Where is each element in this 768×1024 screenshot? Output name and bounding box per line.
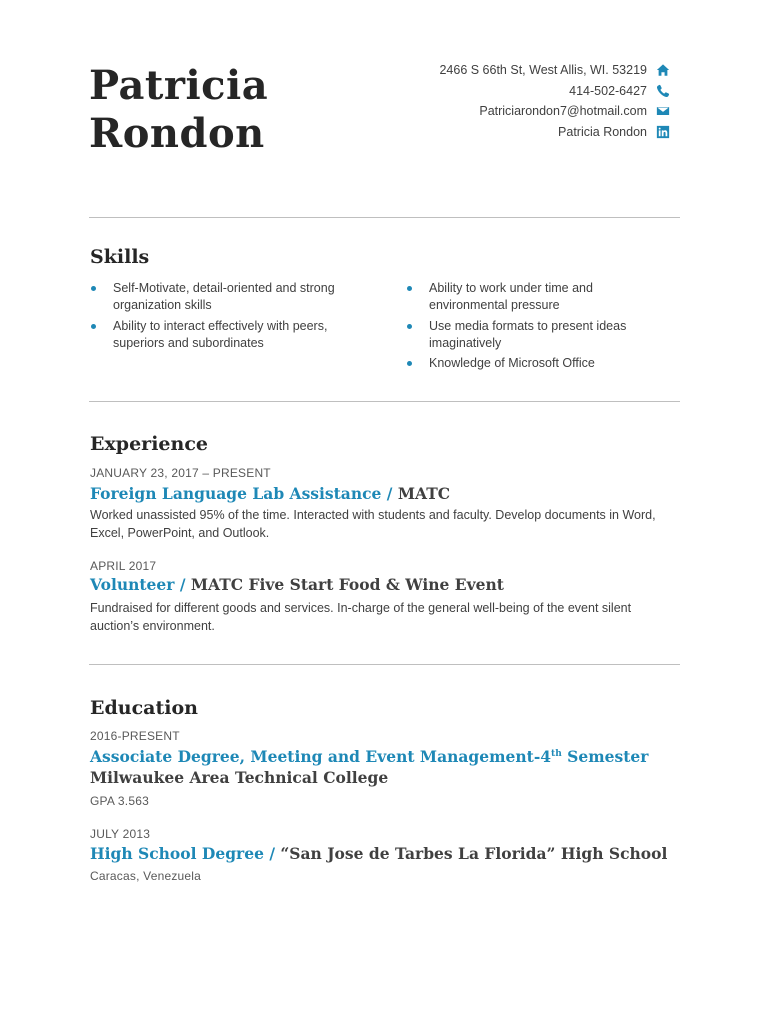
education-date: JULY 2013	[90, 827, 151, 841]
skill-item: Self-Motivate, detail-oriented and strong organization skills	[90, 280, 350, 314]
divider	[89, 401, 680, 402]
divider	[89, 217, 680, 218]
job-title	[90, 575, 504, 594]
degree-name: High School Degree /	[90, 844, 281, 863]
job-title	[90, 484, 450, 503]
skill-item: Ability to work under time and environmental pressure	[406, 280, 646, 314]
skills-list-right	[406, 280, 646, 376]
contact-phone	[439, 81, 671, 102]
degree-name	[90, 747, 648, 766]
education-date: 2016-PRESENT	[90, 729, 180, 743]
degree-superscript: th	[551, 748, 562, 759]
contact-email	[439, 101, 671, 122]
experience-heading: Experience	[90, 433, 208, 455]
job-org: MATC	[397, 484, 451, 503]
candidate-name	[89, 62, 268, 158]
phone-text: 414-502-6427	[569, 83, 647, 98]
first-name: Patricia	[89, 62, 269, 109]
contact-linkedin	[439, 122, 671, 143]
email-icon	[655, 103, 671, 119]
job-org: MATC Five Start Food & Wine Event	[190, 575, 504, 594]
school-name: Milwaukee Area Technical College	[90, 768, 389, 787]
home-icon	[655, 62, 671, 78]
divider	[89, 664, 680, 665]
email-text[interactable]: Patriciarondon7@hotmail.com	[479, 104, 647, 119]
job-role: Foreign Language Lab Assistance /	[90, 484, 398, 503]
last-name: Rondon	[89, 110, 265, 157]
job-role: Volunteer /	[90, 575, 191, 594]
job-description: Worked unassisted 95% of the time. Interacted with students and faculty. Develop documents in Word, Excel, PowerPoint, and Outlook.	[90, 508, 656, 540]
education-heading: Education	[90, 697, 198, 719]
job-description: Fundraised for different goods and services. In-charge of the general well-being of the event silent auction’s environment.	[90, 601, 632, 633]
linkedin-text[interactable]: Patricia Rondon	[558, 124, 647, 139]
skills-list-left	[90, 280, 350, 355]
skill-item: Use media formats to present ideas imaginatively	[406, 318, 646, 352]
education-note: GPA 3.563	[90, 794, 149, 808]
education-note: Caracas, Venezuela	[90, 869, 202, 883]
linkedin-icon	[655, 124, 671, 140]
contact-block	[439, 60, 671, 142]
skills-heading: Skills	[90, 246, 150, 268]
skill-item: Ability to interact effectively with peers, superiors and subordinates	[90, 318, 350, 352]
address-text: 2466 S 66th St, West Allis, WI. 53219	[439, 63, 647, 78]
school-name: “San Jose de Tarbes La Florida” High School	[280, 844, 668, 863]
degree-suffix: Semester	[561, 747, 649, 766]
degree-text: Associate Degree, Meeting and Event Management-4	[90, 747, 552, 766]
skill-item: Knowledge of Microsoft Office	[406, 355, 646, 372]
job-date: JANUARY 23, 2017 – PRESENT	[90, 466, 271, 480]
degree-title	[90, 844, 667, 863]
contact-address	[439, 60, 671, 81]
degree-title	[90, 747, 648, 766]
phone-icon	[655, 83, 671, 99]
job-date: APRIL 2017	[90, 559, 157, 573]
